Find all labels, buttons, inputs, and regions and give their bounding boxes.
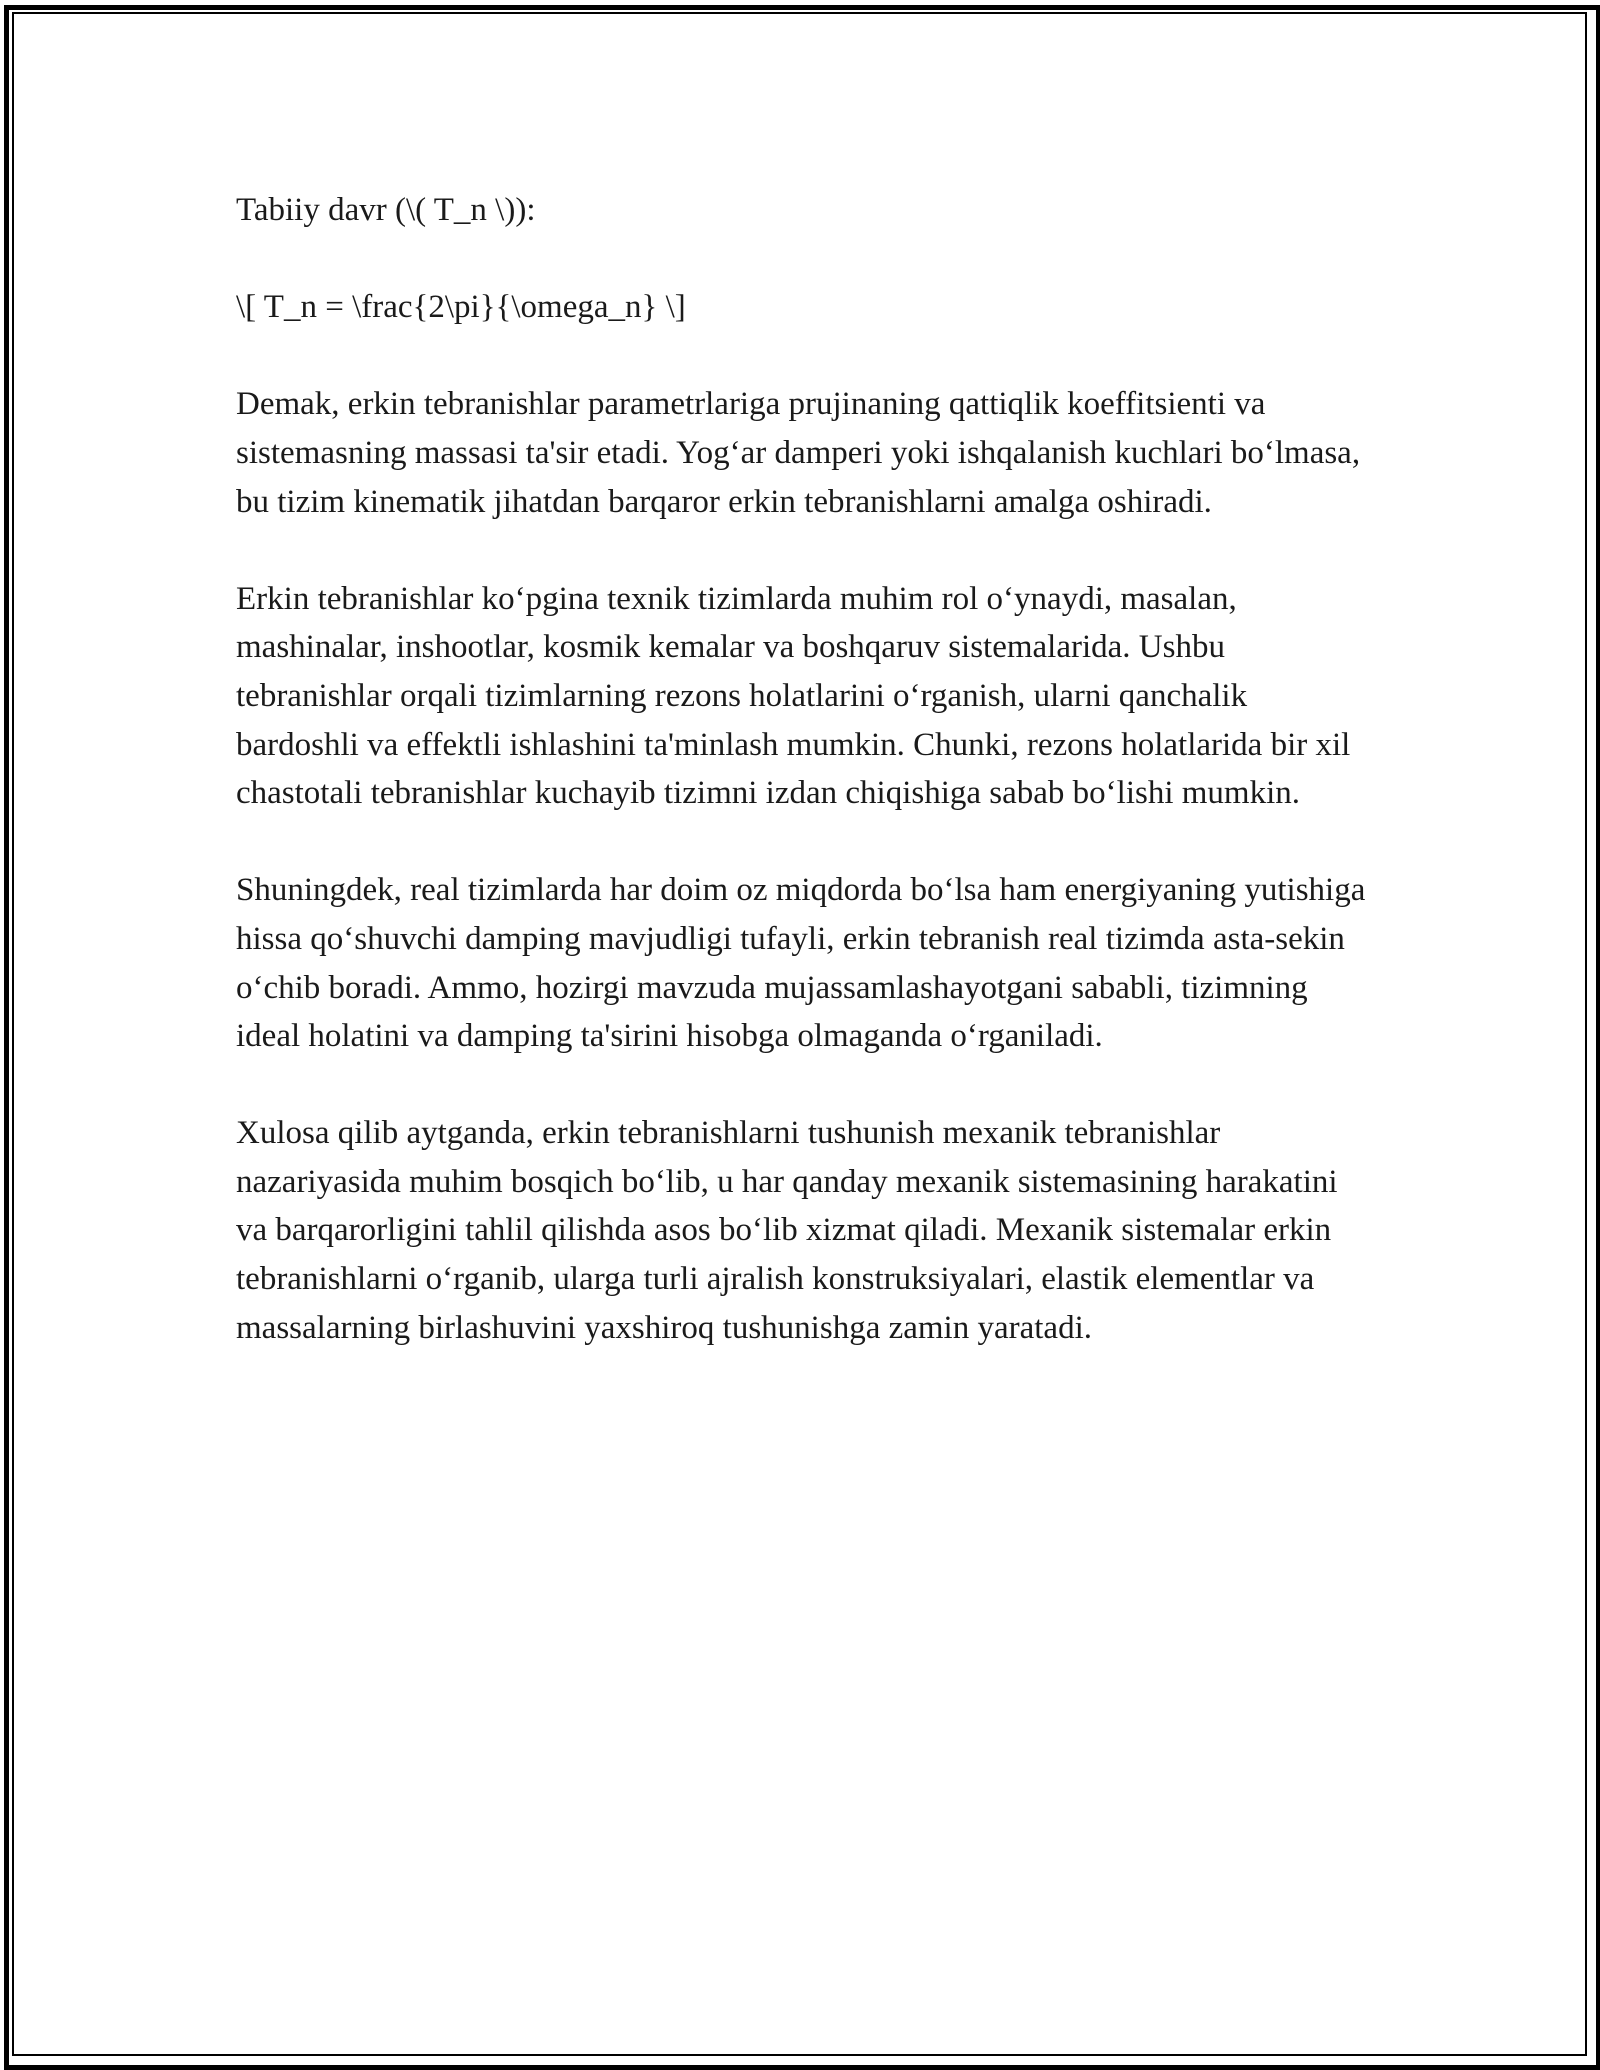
formula-text: \[ T_n = \frac{2\pi}{\omega_n} \] bbox=[236, 289, 686, 326]
document-body bbox=[236, 186, 1376, 1401]
section-heading: Tabiiy davr (\( T_n \)): bbox=[236, 192, 536, 228]
paragraph: Demak, erkin tebranishlar parametrlariga prujinaning qattiqlik koeffitsienti va sistemasning massasi ta'sir etadi. Yog‘ar damperi yoki ishqalanish kuchlari bo‘lmasa, bu tizim kinematik jihatdan barqaror erkin tebranishlarni amalga oshiradi. bbox=[236, 386, 1361, 520]
paragraph: Erkin tebranishlar ko‘pgina texnik tizimlarda muhim rol o‘ynaydi, masalan, mashinalar, inshootlar, kosmik kemalar va boshqaruv sistemalarida. Ushbu tebranishlar orqali tizimlarning rezons holatlarini o‘rganish, ularni qanchalik bardoshli va effektli ishlashini ta'minlash mumkin. Chunki, rezons holatlarida bir xil chastotali tebranishlar kuchayib tizimni izdan chiqishiga sabab bo‘lishi mumkin. bbox=[236, 580, 1351, 812]
paragraph: Xulosa qilib aytganda, erkin tebranishlarni tushunish mexanik tebranishlar nazariyasida muhim bosqich bo‘lib, u har qanday mexanik sistemasining harakatini va barqarorligini tahlil qilishda asos bo‘lib xizmat qiladi. Mexanik sistemalar erkin tebranishlarni o‘rganib, ularga turli ajralish konstruksiyalari, elastik elementlar va massalarning birlashuvini yaxshiroq tushunishga zamin yaratadi. bbox=[236, 1115, 1338, 1346]
paragraph: Shuningdek, real tizimlarda har doim oz miqdorda bo‘lsa ham energiyaning yutishiga hissa qo‘shuvchi damping mavjudligi tufayli, erkin tebranish real tizimda asta-sekin o‘chib boradi. Ammo, hozirgi mavzuda mujassamlashayotgani sababli, tizimning ideal holatini va damping ta'sirini hisobga olmaganda o‘rganiladi. bbox=[236, 872, 1366, 1055]
